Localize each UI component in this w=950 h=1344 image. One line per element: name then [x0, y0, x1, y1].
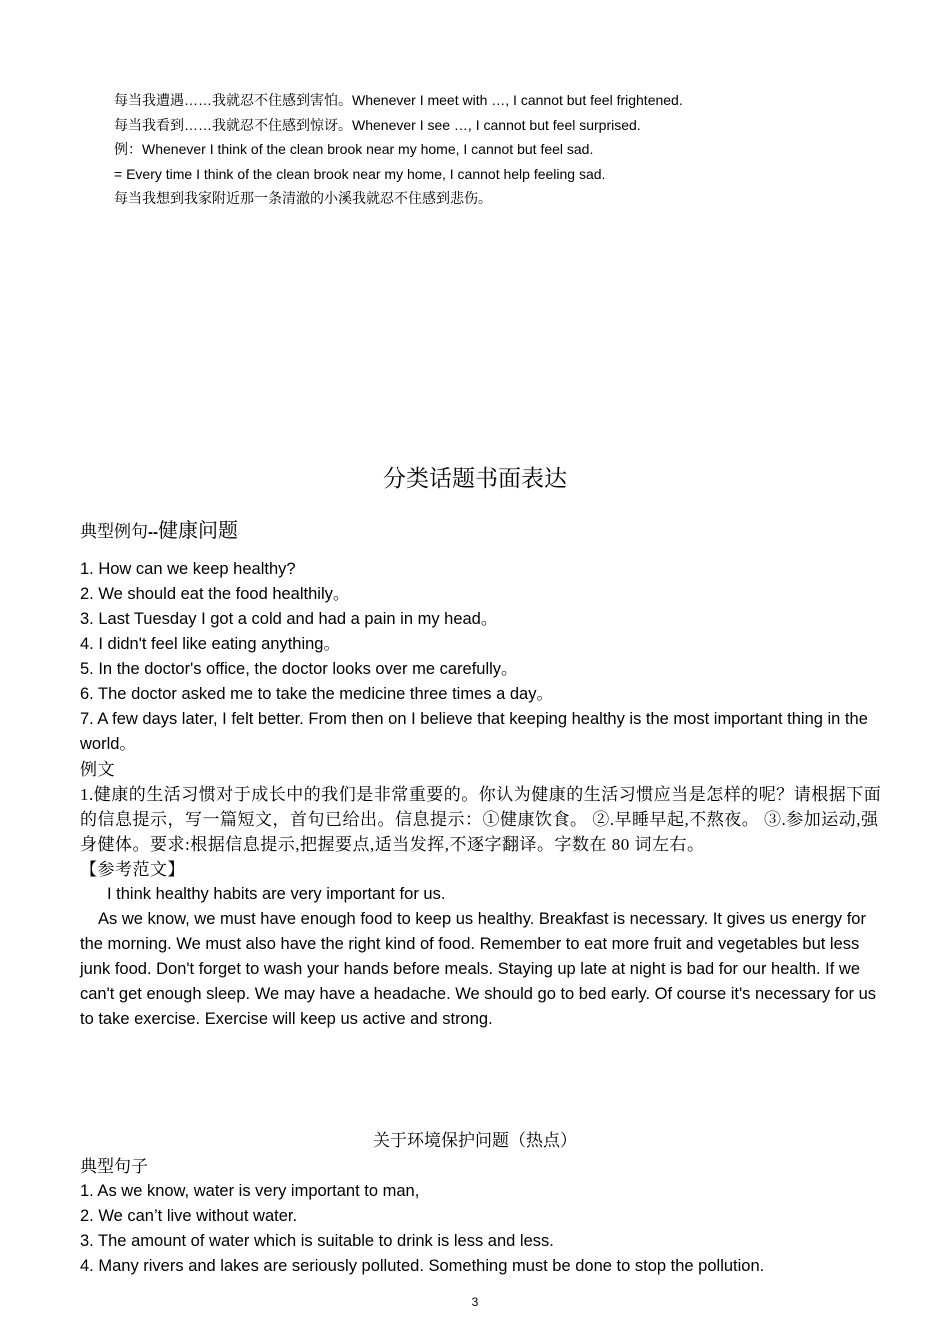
intro-phrases [114, 88, 894, 211]
health-sentence: 4. I didn't feel like eating anything。 [80, 635, 340, 653]
health-sentence: 7. A few days later, I felt better. From then on I believe that keeping healthy is the most important thing in the world。 [80, 710, 868, 753]
essay-body: As we know, we must have enough food to keep us healthy. Breakfast is necessary. It gives us energy for the morning. We must also have the right kind of food. Remember to eat more fruit and vegetables but less junk food. Don't forget to wash your hands before meals. Staying up late at night is bad for our health. If we can't get enough sleep. We may have a headache. We should go to bed early. Of course it's necessary for us to take exercise. Exercise will keep us active and strong. [80, 910, 877, 1028]
environment-section [80, 1154, 886, 1279]
health-heading-dash: -- [148, 524, 158, 541]
health-sentence: 2. We should eat the food healthily。 [80, 585, 350, 603]
essay-first-line: I think healthy habits are very important for us. [107, 885, 446, 903]
health-sentence: 6. The doctor asked me to take the medicine three times a day。 [80, 685, 553, 703]
phrase-line: 每当我遭遇……我就忍不住感到害怕。Whenever I meet with …, I cannot but feel frightened. [114, 92, 683, 108]
page-title: 分类话题书面表达 [383, 465, 567, 491]
environment-title: 关于环境保护问题（热点） [373, 1131, 577, 1150]
health-heading-topic: 健康问题 [158, 520, 238, 542]
phrase-line: 每当我想到我家附近那一条清澈的小溪我就忍不住感到悲伤。 [114, 190, 492, 207]
page-number: 3 [471, 1295, 479, 1309]
health-section [80, 557, 886, 1032]
phrase-line: 例：Whenever I think of the clean brook near my home, I cannot but feel sad. [114, 141, 594, 158]
phrase-line: 每当我看到……我就忍不住感到惊讶。Whenever I see …, I cannot but feel surprised. [114, 116, 641, 133]
health-sentence: 5. In the doctor's office, the doctor looks over me carefully。 [80, 660, 518, 678]
phrase-line: = Every time I think of the clean brook near my home, I cannot help feeling sad. [114, 165, 606, 182]
health-sentence: 1. How can we keep healthy? [80, 560, 296, 578]
task-prompt: 1.健康的生活习惯对于成长中的我们是非常重要的。你认为健康的生活习惯应当是怎样的呢？请根据下面的信息提示，写一篇短文，首句已给出。信息提示：①健康饮食。 ②.早睡早起,不熬夜。 ③.参加运动,强身健体。要求:根据信息提示,把握要点,适当发挥,不逐字翻译。字数在 80 词左右。 [80, 785, 882, 854]
example-label: 例文 [80, 760, 115, 779]
environment-heading: 典型句子 [80, 1157, 148, 1176]
reference-label: 【参考范文】 [80, 860, 185, 879]
health-sentence: 3. Last Tuesday I got a cold and had a pain in my head。 [80, 610, 498, 628]
environment-sentence: 3. The amount of water which is suitable to drink is less and less. [80, 1232, 554, 1250]
environment-sentence: 4. Many rivers and lakes are seriously polluted. Something must be done to stop the pollution. [80, 1257, 765, 1275]
environment-sentence: 2. We can’t live without water. [80, 1207, 298, 1225]
health-heading-prefix: 典型例句 [80, 522, 148, 541]
health-heading [80, 516, 238, 548]
environment-sentence: 1. As we know, water is very important to man, [80, 1182, 420, 1200]
